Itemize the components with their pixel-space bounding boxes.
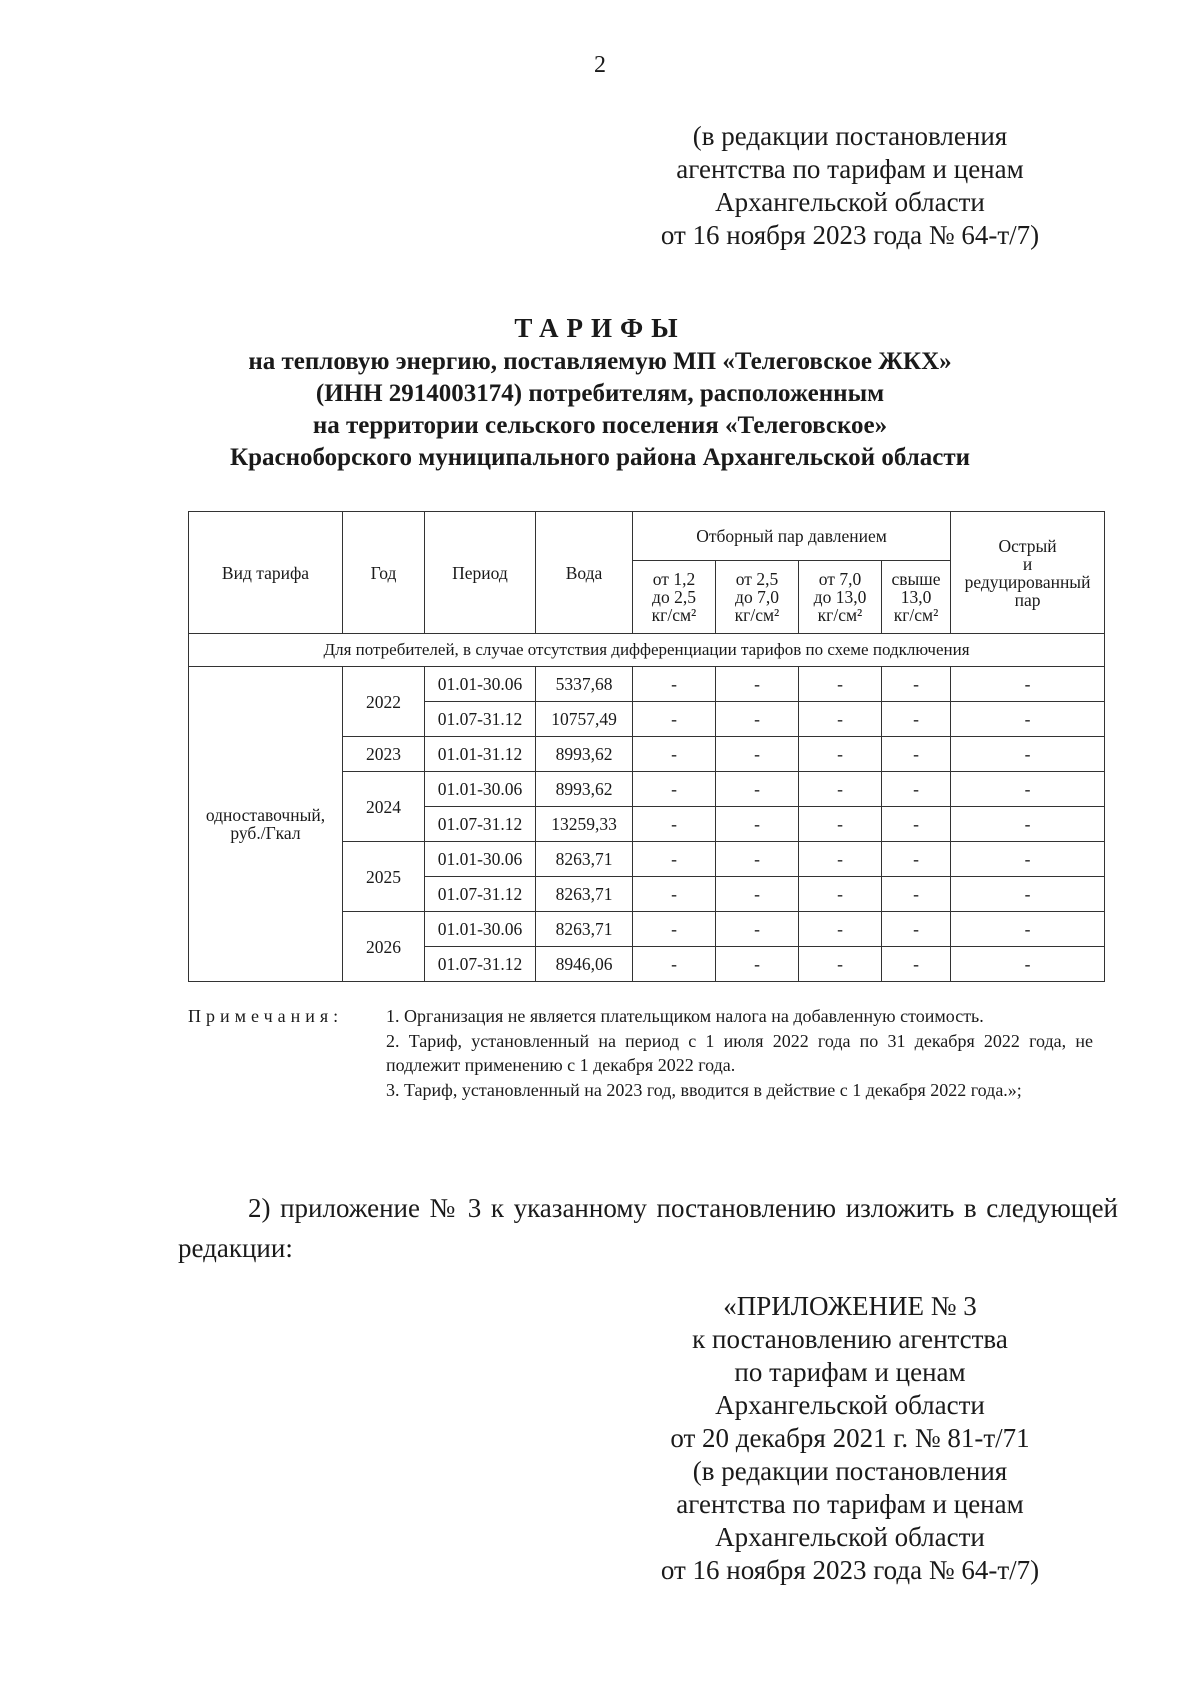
header-line: от 7,0 xyxy=(818,569,862,589)
stamp-line: Архангельской области xyxy=(715,1522,985,1552)
dash-cell: - xyxy=(716,947,799,982)
header-line: свыше xyxy=(891,569,941,589)
dash-cell: - xyxy=(951,807,1105,842)
header-line: от 1,2 xyxy=(652,569,696,589)
period-cell: 01.07-31.12 xyxy=(425,702,536,737)
dash-cell: - xyxy=(882,947,951,982)
stamp-line: от 16 ноября 2023 года № 64-т/7) xyxy=(660,1555,1040,1585)
stamp-line: по тарифам и ценам xyxy=(734,1357,966,1387)
period-cell: 01.07-31.12 xyxy=(425,807,536,842)
dash-cell: - xyxy=(799,737,882,772)
stamp-line: от 16 ноября 2023 года № 64-т/7) xyxy=(660,220,1040,250)
header-water: Вода xyxy=(536,512,633,634)
header-line: кг/см² xyxy=(651,605,697,625)
dash-cell: - xyxy=(716,807,799,842)
dash-cell: - xyxy=(633,842,716,877)
dash-cell: - xyxy=(951,842,1105,877)
year-cell: 2026 xyxy=(343,912,425,982)
tariff-table xyxy=(188,511,1105,982)
header-line: кг/см² xyxy=(734,605,780,625)
tariff-type-line: руб./Гкал xyxy=(230,823,301,843)
header-steam-1 xyxy=(633,561,716,634)
header-line: до 13,0 xyxy=(813,587,867,607)
dash-cell: - xyxy=(633,807,716,842)
water-cell: 8263,71 xyxy=(536,912,633,947)
header-line: до 2,5 xyxy=(652,587,696,607)
dash-cell: - xyxy=(882,772,951,807)
header-sharp-steam xyxy=(951,512,1105,634)
title-line: (ИНН 2914003174) потребителям, расположенным xyxy=(315,380,885,407)
dash-cell: - xyxy=(882,702,951,737)
tariff-type-cell xyxy=(189,667,343,982)
title-heading: ТАРИФЫ xyxy=(514,313,686,343)
dash-cell: - xyxy=(951,772,1105,807)
title-line: на территории сельского поселения «Телеговское» xyxy=(312,412,888,439)
dash-cell: - xyxy=(882,912,951,947)
year-cell: 2025 xyxy=(343,842,425,912)
header-line: до 7,0 xyxy=(735,587,779,607)
dash-cell: - xyxy=(882,842,951,877)
dash-cell: - xyxy=(633,877,716,912)
dash-cell: - xyxy=(633,912,716,947)
header-line: и xyxy=(1022,553,1033,574)
header-line: редуцированный xyxy=(964,571,1091,592)
stamp-line: (в редакции постановления xyxy=(692,121,1008,151)
dash-cell: - xyxy=(951,947,1105,982)
note-item: 3. Тариф, установленный на 2023 год, вводится в действие с 1 декабря 2022 года.»; xyxy=(386,1080,1022,1100)
stamp-line: Архангельской области xyxy=(715,1390,985,1420)
period-cell: 01.01-30.06 xyxy=(425,667,536,702)
dash-cell: - xyxy=(799,702,882,737)
dash-cell: - xyxy=(633,702,716,737)
stamp-line: агентства по тарифам и ценам xyxy=(676,154,1024,184)
header-steam-3 xyxy=(799,561,882,634)
appendix-stamp-bottom xyxy=(600,1290,1100,1587)
water-cell: 8993,62 xyxy=(536,772,633,807)
dash-cell: - xyxy=(799,877,882,912)
header-tariff-type: Вид тарифа xyxy=(189,512,343,634)
dash-cell: - xyxy=(633,737,716,772)
edition-stamp-top xyxy=(600,120,1100,252)
dash-cell: - xyxy=(799,667,882,702)
dash-cell: - xyxy=(799,772,882,807)
dash-cell: - xyxy=(716,912,799,947)
stamp-line: Архангельской области xyxy=(715,187,985,217)
dash-cell: - xyxy=(633,947,716,982)
header-line: от 2,5 xyxy=(735,569,779,589)
header-line: пар xyxy=(1014,589,1041,610)
stamp-line: (в редакции постановления xyxy=(692,1456,1008,1486)
water-cell: 13259,33 xyxy=(536,807,633,842)
note-item: 1. Организация не является плательщиком налога на добавленную стоимость. xyxy=(386,1006,984,1026)
dash-cell: - xyxy=(799,947,882,982)
dash-cell: - xyxy=(716,737,799,772)
year-cell: 2024 xyxy=(343,772,425,842)
amendment-paragraph: 2) приложение № 3 к указанному постановлению изложить в следующей редакции: xyxy=(178,1193,1118,1263)
stamp-line: к постановлению агентства xyxy=(692,1324,1008,1354)
stamp-line: агентства по тарифам и ценам xyxy=(676,1489,1024,1519)
dash-cell: - xyxy=(882,807,951,842)
tariff-type-line: одноставочный, xyxy=(205,805,326,825)
stamp-line: от 20 декабря 2021 г. № 81-т/71 xyxy=(670,1423,1030,1453)
dash-cell: - xyxy=(882,737,951,772)
notes-label: Примечания: xyxy=(188,1006,344,1026)
header-year: Год xyxy=(343,512,425,634)
stamp-line: «ПРИЛОЖЕНИЕ № 3 xyxy=(723,1291,977,1321)
note-item: 2. Тариф, установленный на период с 1 июля 2022 года по 31 декабря 2022 года, не подлежит применению с 1 декабря 2022 года. xyxy=(386,1031,1093,1075)
document-title xyxy=(150,312,1050,474)
year-cell: 2023 xyxy=(343,737,425,772)
header-line: 13,0 xyxy=(900,587,932,607)
water-cell: 10757,49 xyxy=(536,702,633,737)
water-cell: 5337,68 xyxy=(536,667,633,702)
header-period: Период xyxy=(425,512,536,634)
period-cell: 01.07-31.12 xyxy=(425,877,536,912)
dash-cell: - xyxy=(799,912,882,947)
header-steam-4 xyxy=(882,561,951,634)
dash-cell: - xyxy=(799,807,882,842)
header-line: кг/см² xyxy=(817,605,863,625)
header-line: кг/см² xyxy=(893,605,939,625)
period-cell: 01.01-30.06 xyxy=(425,772,536,807)
dash-cell: - xyxy=(716,772,799,807)
dash-cell: - xyxy=(951,737,1105,772)
water-cell: 8993,62 xyxy=(536,737,633,772)
period-cell: 01.01-30.06 xyxy=(425,842,536,877)
water-cell: 8263,71 xyxy=(536,877,633,912)
table-subtitle: Для потребителей, в случае отсутствия дифференциации тарифов по схеме подключения xyxy=(189,634,1105,667)
header-line: Острый xyxy=(998,535,1057,556)
dash-cell: - xyxy=(951,912,1105,947)
title-line: Красноборского муниципального района Архангельской области xyxy=(229,444,971,471)
table-row xyxy=(189,667,1105,702)
period-cell: 01.01-30.06 xyxy=(425,912,536,947)
water-cell: 8946,06 xyxy=(536,947,633,982)
page-number: 2 xyxy=(594,52,606,78)
dash-cell: - xyxy=(882,877,951,912)
dash-cell: - xyxy=(633,667,716,702)
dash-cell: - xyxy=(951,667,1105,702)
period-cell: 01.07-31.12 xyxy=(425,947,536,982)
dash-cell: - xyxy=(882,667,951,702)
period-cell: 01.01-31.12 xyxy=(425,737,536,772)
year-cell: 2022 xyxy=(343,667,425,737)
dash-cell: - xyxy=(716,842,799,877)
water-cell: 8263,71 xyxy=(536,842,633,877)
title-line: на тепловую энергию, поставляемую МП «Телеговское ЖКХ» xyxy=(248,348,952,375)
dash-cell: - xyxy=(951,877,1105,912)
header-steam-group: Отборный пар давлением xyxy=(633,512,951,561)
dash-cell: - xyxy=(716,667,799,702)
notes-list xyxy=(386,1004,1093,1103)
header-steam-2 xyxy=(716,561,799,634)
dash-cell: - xyxy=(951,702,1105,737)
dash-cell: - xyxy=(633,772,716,807)
dash-cell: - xyxy=(799,842,882,877)
dash-cell: - xyxy=(716,702,799,737)
dash-cell: - xyxy=(716,877,799,912)
